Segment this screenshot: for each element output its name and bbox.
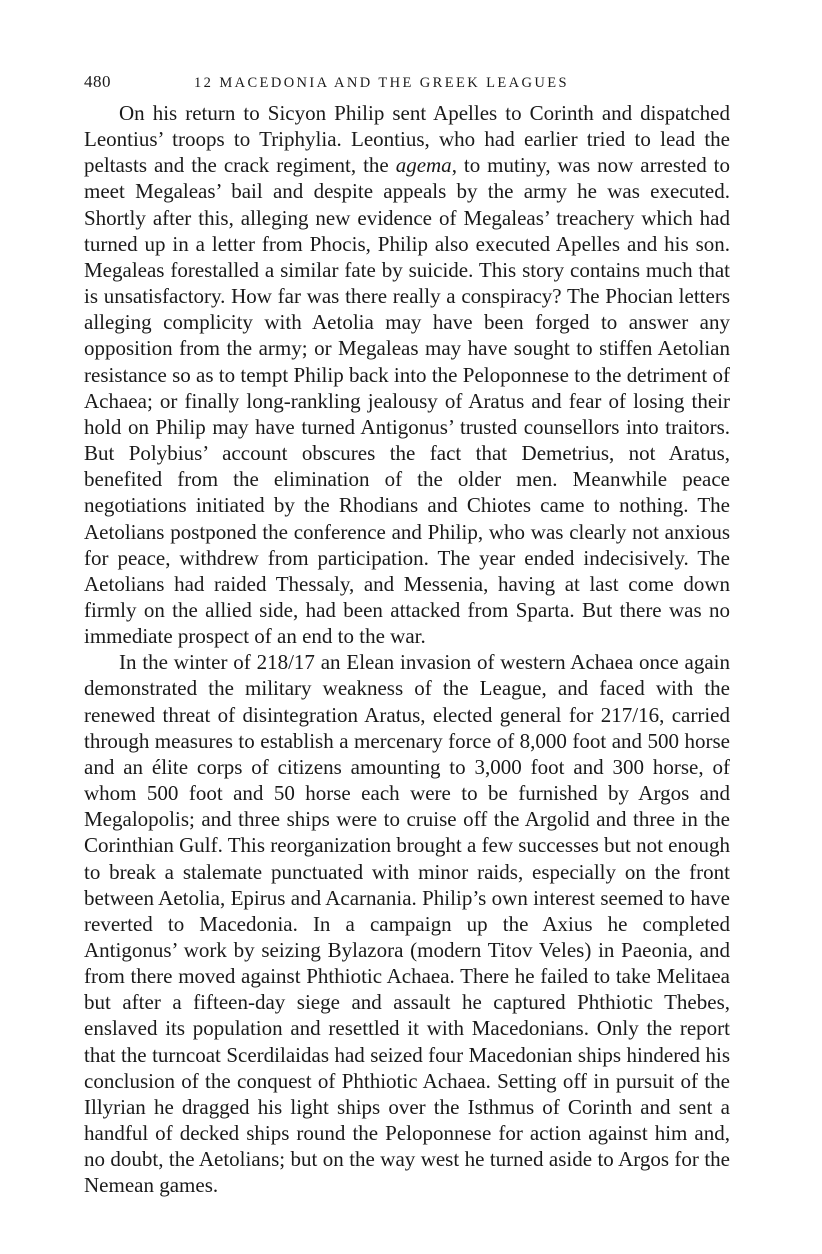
body-text — [84, 100, 730, 1199]
paragraph-1-italic-term: agema — [395, 153, 452, 178]
book-page — [84, 72, 730, 1199]
page-number: 480 — [84, 72, 111, 91]
chapter-title: 12 MACEDONIA AND THE GREEK LEAGUES — [194, 75, 569, 91]
running-head — [84, 72, 730, 96]
paragraph-1-text-b: , to mutiny, was now arrested to meet Megaleas’ bail and despite appeals by the army he was executed. Shortly after this, alleging new evidence of Megaleas’ treachery which had turned up in a letter from Phocis, Philip also executed Apelles and his son. Megaleas forestalled a similar fate by suicide. This story contains much that is unsatisfactory. How far was there really a conspiracy? The Phocian letters alleging complicity with Aetolia may have been forged to answer any opposition from the army; or Megaleas may have sought to stiffen Aetolian resistance so as to tempt Philip back into the Peloponnese to the detriment of Achaea; or finally long-rankling jealousy of Aratus and fear of losing their hold on Philip may have turned Antigonus’ trusted counsellors into traitors. But Polybius’ account obscures the fact that Demetrius, not Aratus, benefited from the elimination of the older men. Meanwhile peace negotiations initiated by the Rhodians and Chiotes came to nothing. The Aetolians postponed the conference and Philip, who was clearly not anxious for peace, withdrew from participation. The year ended indecisively. The Aetolians had raided Thessaly, and Messenia, having at last come down firmly on the allied side, had been attacked from Sparta. But there was no immediate prospect of an end to the war. — [84, 153, 730, 649]
paragraph-2: In the winter of 218/17 an Elean invasion of western Achaea once again demonstrated the military weakness of the League, and faced with the renewed threat of disintegration Aratus, elected general for 217/16, carried through measures to establish a mercenary force of 8,000 foot and 500 horse and an élite corps of citizens amounting to 3,000 foot and 300 horse, of whom 500 foot and 50 horse each were to be furnished by Argos and Megalopolis; and three ships were to cruise off the Argolid and three in the Corinthian Gulf. This reorganization brought a few successes but not enough to break a stalemate punctuated with minor raids, especially on the front between Aetolia, Epirus and Acarnania. Philip’s own interest seemed to have reverted to Macedonia. In a campaign up the Axius he completed Antigonus’ work by seizing Bylazora (modern Titov Veles) in Paeonia, and from there moved against Phthiotic Achaea. There he failed to take Melitaea but after a fifteen-day siege and assault he captured Phthiotic Thebes, enslaved its population and resettled it with Macedonians. Only the report that the turncoat Scerdilaidas had seized four Macedonian ships hindered his conclusion of the conquest of Phthiotic Achaea. Setting off in pursuit of the Illyrian he dragged his light ships over the Isthmus of Corinth and sent a handful of decked ships round the Peloponnese for action against him and, no doubt, the Aetolians; but on the way west he turned aside to Argos for the Nemean games. — [84, 650, 731, 1198]
paragraph-1-text-a: On his return to Sicyon Philip sent Apelles to Corinth and dispatched Leontius’ troops to Triphylia. Leontius, who had earlier tried to lead the peltasts and the crack regiment, the — [84, 101, 730, 178]
paragraph-1 — [84, 100, 730, 649]
